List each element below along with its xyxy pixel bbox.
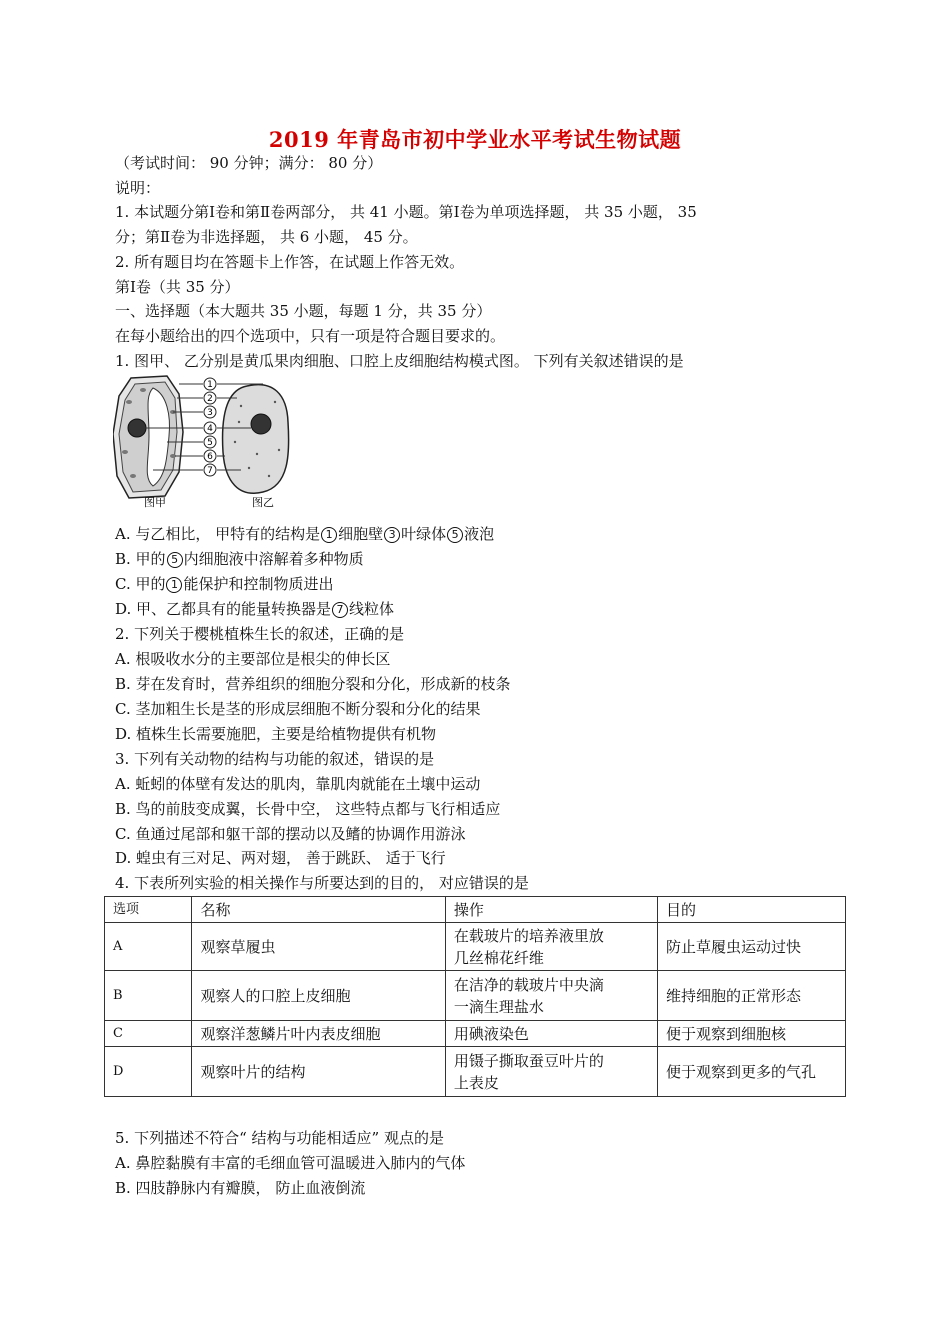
q1-option-b: B. 甲的 5 内细胞液中溶解着多种物质	[115, 550, 364, 568]
q5-option-a: A. 鼻腔黏膜有丰富的毛细血管可温暖进入肺内的气体	[115, 1154, 466, 1172]
cell-goal: 防止草履虫运动过快	[657, 923, 845, 971]
svg-text:5: 5	[207, 438, 213, 448]
label-7	[204, 464, 216, 476]
volume-heading: 第Ⅰ卷（共 35 分）	[115, 278, 240, 296]
q2-option-b: B. 芽在发育时，营养组织的细胞分裂和分化，形成新的枝条	[115, 675, 511, 693]
q1-option-a: A. 与乙相比， 甲特有的结构是 1 细胞壁 3 叶绿体 5 液泡	[115, 525, 495, 543]
instruction: 在每小题给出的四个选项中，只有一项是符合题目要求的。	[115, 327, 506, 345]
cell-diagram	[113, 372, 293, 512]
svg-text:3: 3	[207, 408, 213, 418]
part-heading: 一、选择题（本大题共 35 小题，每题 1 分，共 35 分）	[115, 302, 492, 320]
label-numbers	[204, 378, 216, 476]
circled-number: 7	[332, 602, 348, 618]
note-1-line-1: 1. 本试题分第Ⅰ卷和第Ⅱ卷两部分， 共 41 小题。第Ⅰ卷为单项选择题， 共 35 小题， 35	[115, 203, 697, 221]
cell-option: D	[105, 1047, 192, 1097]
table-row	[105, 923, 846, 971]
header-option: 选项	[105, 897, 192, 923]
q3-option-c: C. 鱼通过尾部和躯干部的摆动以及鳍的协调作用游泳	[115, 825, 466, 843]
animal-nucleus-shape	[251, 414, 271, 434]
q2-stem: 2. 下列关于樱桃植株生长的叙述，正确的是	[115, 625, 405, 643]
q1-option-d: D. 甲、乙都具有的能量转换器是 7 线粒体	[115, 600, 395, 618]
label-4	[204, 422, 216, 434]
label-6	[204, 450, 216, 462]
table-header-row	[105, 897, 846, 923]
plant-nucleus-shape	[128, 419, 146, 437]
notes-label: 说明：	[115, 179, 161, 197]
q1-option-c: C. 甲的 1 能保护和控制物质进出	[115, 575, 334, 593]
exam-info: （考试时间： 90 分钟；满分： 80 分）	[115, 154, 383, 172]
cell-name: 观察叶片的结构	[192, 1047, 445, 1097]
animal-cell-shape	[223, 385, 289, 494]
circled-number: 5	[167, 552, 183, 568]
circled-number: 1	[166, 577, 182, 593]
q2-option-c: C. 茎加粗生长是茎的形成层细胞不断分裂和分化的结果	[115, 700, 481, 718]
table-row	[105, 971, 846, 1021]
cell-operation: 在载玻片的培养液里放 几丝棉花纤维	[445, 923, 657, 971]
circled-number: 5	[447, 527, 463, 543]
cell-goal: 便于观察到细胞核	[657, 1021, 845, 1047]
fig-a-caption: 图甲	[144, 496, 166, 509]
cell-operation: 在洁净的载玻片中央滴 一滴生理盐水	[445, 971, 657, 1021]
cell-name: 观察草履虫	[192, 923, 445, 971]
label-1	[204, 378, 216, 390]
cell-goal: 维持细胞的正常形态	[657, 971, 845, 1021]
animal-cell-figure	[223, 385, 289, 494]
svg-text:2: 2	[207, 394, 213, 404]
cell-option: A	[105, 923, 192, 971]
svg-text:1: 1	[207, 380, 213, 390]
q2-option-d: D. 植株生长需要施肥，主要是给植物提供有机物	[115, 725, 437, 743]
q4-table	[104, 896, 846, 1097]
q3-option-a: A. 蚯蚓的体壁有发达的肌肉，靠肌肉就能在土壤中运动	[115, 775, 481, 793]
header-name: 名称	[192, 897, 445, 923]
cell-goal: 便于观察到更多的气孔	[657, 1047, 845, 1097]
label-5	[204, 436, 216, 448]
q3-stem: 3. 下列有关动物的结构与功能的叙述，错误的是	[115, 750, 435, 768]
table-row	[105, 1047, 846, 1097]
q2-option-a: A. 根吸收水分的主要部位是根尖的伸长区	[115, 650, 391, 668]
note-2: 2. 所有题目均在答题卡上作答，在试题上作答无效。	[115, 253, 465, 271]
cell-option: C	[105, 1021, 192, 1047]
label-2	[204, 392, 216, 404]
svg-text:7: 7	[207, 466, 213, 476]
circled-number: 1	[321, 527, 337, 543]
q5-stem: 5. 下列描述不符合“ 结构与功能相适应” 观点的是	[115, 1129, 444, 1147]
header-goal: 目的	[657, 897, 845, 923]
svg-text:6: 6	[207, 452, 213, 462]
q1-stem: 1. 图甲、 乙分别是黄瓜果肉细胞、口腔上皮细胞结构模式图。 下列有关叙述错误的是	[115, 352, 684, 370]
label-3	[204, 406, 216, 418]
cell-option: B	[105, 971, 192, 1021]
page-title: 2019 年青岛市初中学业水平考试生物试题	[268, 127, 682, 152]
svg-text:4: 4	[207, 424, 213, 434]
circled-number: 3	[384, 527, 400, 543]
cell-operation: 用镊子撕取蚕豆叶片的 上表皮	[445, 1047, 657, 1097]
q3-option-d: D. 蝗虫有三对足、两对翅， 善于跳跃、 适于飞行	[115, 849, 446, 867]
q4-stem: 4. 下表所列实验的相关操作与所要达到的目的， 对应错误的是	[115, 874, 529, 892]
header-operation: 操作	[445, 897, 657, 923]
note-1-line-2: 分；第Ⅱ卷为非选择题， 共 6 小题， 45 分。	[115, 228, 418, 246]
cell-name: 观察洋葱鳞片叶内表皮细胞	[192, 1021, 445, 1047]
cell-operation: 用碘液染色	[445, 1021, 657, 1047]
cell-name: 观察人的口腔上皮细胞	[192, 971, 445, 1021]
q3-option-b: B. 鸟的前肢变成翼，长骨中空， 这些特点都与飞行相适应	[115, 800, 501, 818]
plant-cell-figure	[113, 376, 183, 498]
table-row	[105, 1021, 846, 1047]
q5-option-b: B. 四肢静脉内有瓣膜， 防止血液倒流	[115, 1179, 366, 1197]
fig-b-caption: 图乙	[252, 496, 274, 509]
